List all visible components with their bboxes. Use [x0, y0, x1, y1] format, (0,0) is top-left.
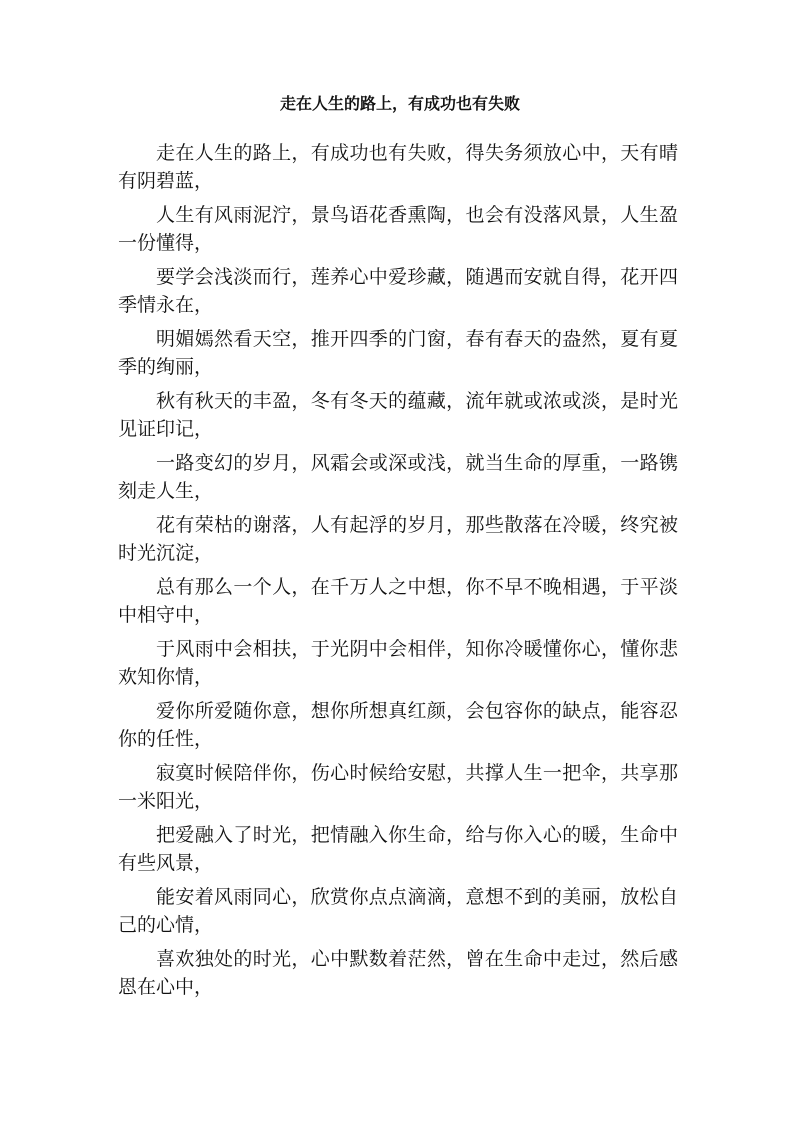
paragraph-9: 于风雨中会相扶，于光阴中会相伴，知你冷暖懂你心，懂你悲欢知你情，	[118, 638, 678, 688]
paragraph-10: 爱你所爱随你意，想你所想真红颜，会包容你的缺点，能容忍你的任性，	[118, 700, 678, 750]
paragraph-6: 一路变幻的岁月，风霜会或深或浅，就当生命的厚重，一路镌刻走人生，	[118, 452, 678, 502]
paragraph-1: 走在人生的路上，有成功也有失败，得失务须放心中，天有晴有阴碧蓝，	[118, 142, 678, 192]
paragraph-12: 把爱融入了时光，把情融入你生命，给与你入心的暖，生命中有些风景，	[118, 824, 678, 874]
paragraph-13: 能安着风雨同心，欣赏你点点滴滴，意想不到的美丽，放松自己的心情，	[118, 886, 678, 936]
paragraph-4: 明媚嫣然看天空，推开四季的门窗，春有春天的盎然，夏有夏季的绚丽，	[118, 328, 678, 378]
paragraph-11: 寂寞时候陪伴你，伤心时候给安慰，共撑人生一把伞，共享那一米阳光，	[118, 762, 678, 812]
paragraph-5: 秋有秋天的丰盈，冬有冬天的蕴藏，流年就或浓或淡，是时光见证印记，	[118, 390, 678, 440]
paragraph-3: 要学会浅淡而行，莲养心中爱珍藏，随遇而安就自得，花开四季情永在，	[118, 266, 678, 316]
document-title: 走在人生的路上，有成功也有失败	[279, 94, 520, 113]
paragraph-8: 总有那么一个人，在千万人之中想，你不早不晚相遇，于平淡中相守中，	[118, 576, 678, 626]
paragraph-14: 喜欢独处的时光，心中默数着茫然，曾在生命中走过，然后感恩在心中，	[118, 948, 678, 998]
paragraph-2: 人生有风雨泥泞，景鸟语花香熏陶，也会有没落风景，人生盈一份懂得，	[118, 204, 678, 254]
document-body	[118, 140, 678, 1008]
paragraph-7: 花有荣枯的谢落，人有起浮的岁月，那些散落在冷暖，终究被时光沉淀，	[118, 514, 678, 564]
